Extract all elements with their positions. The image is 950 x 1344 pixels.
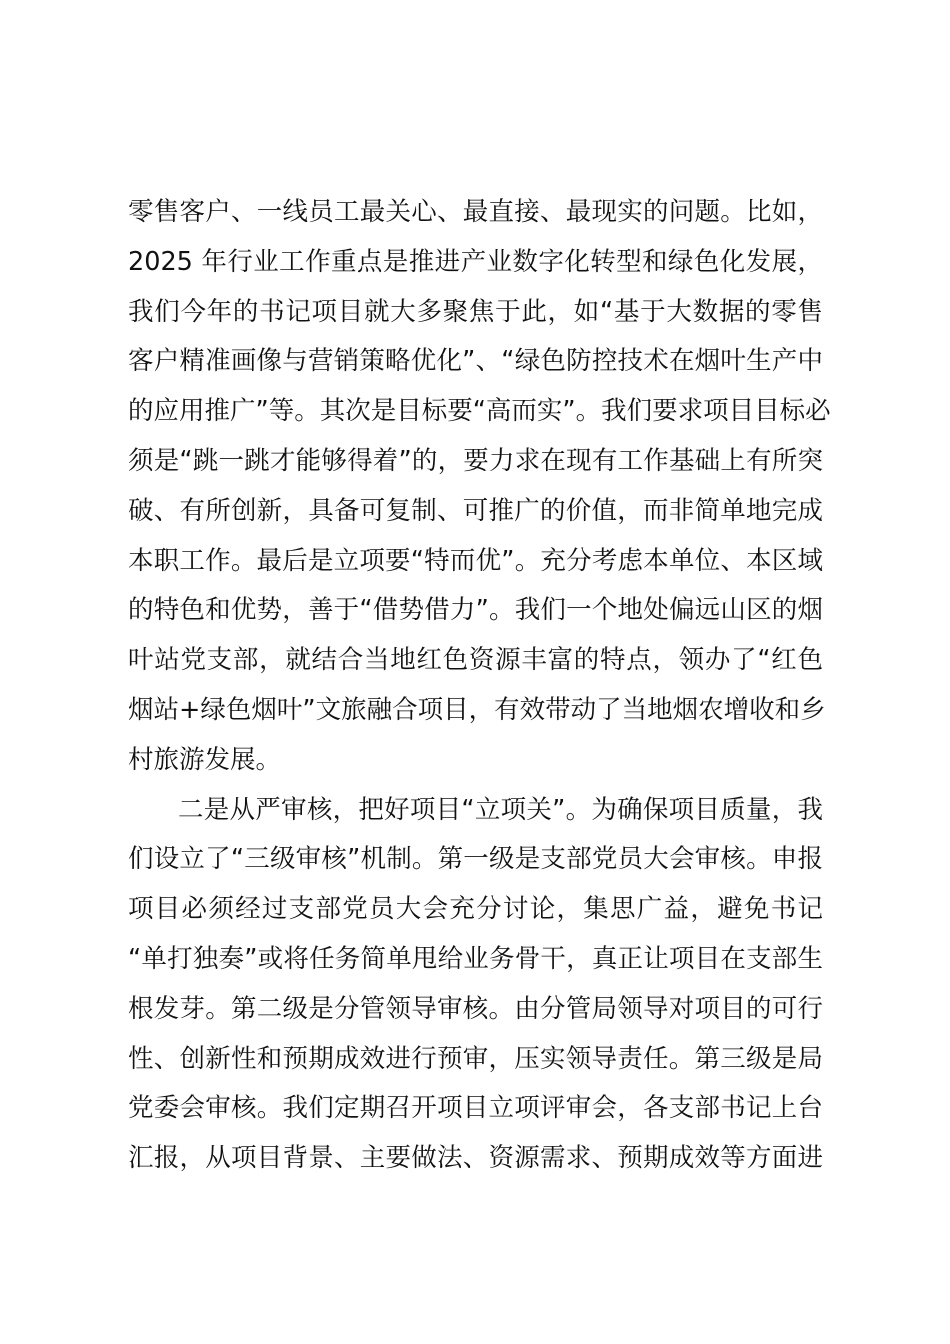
text-line: 汇报，从项目背景、主要做法、资源需求、预期成效等方面进 bbox=[128, 1143, 823, 1174]
paragraph-1 bbox=[128, 188, 831, 786]
text-line: 村旅游发展。 bbox=[128, 744, 282, 775]
text-line: 党委会审核。我们定期召开项目立项评审会，各支部书记上台 bbox=[128, 1093, 823, 1124]
text-line: 我们今年的书记项目就大多聚焦于此，如“基于大数据的零售 bbox=[128, 296, 823, 327]
text-line: 性、创新性和预期成效进行预审，压实领导责任。第三级是局 bbox=[128, 1043, 823, 1074]
text-line: “单打独奏”或将任务简单甩给业务骨干，真正让项目在支部生 bbox=[128, 943, 823, 974]
document-page bbox=[128, 188, 831, 1184]
text-line: 根发芽。第二级是分管领导审核。由分管局领导对项目的可行 bbox=[128, 993, 823, 1024]
text-line: 破、有所创新，具备可复制、可推广的价值，而非简单地完成 bbox=[128, 495, 823, 526]
text-line: 烟站+绿色烟叶”文旅融合项目，有效带动了当地烟农增收和乡 bbox=[128, 694, 826, 725]
text-line: 叶站党支部，就结合当地红色资源丰富的特点，领办了“红色 bbox=[128, 645, 823, 676]
text-line: 二是从严审核，把好项目“立项关”。为确保项目质量，我 bbox=[178, 794, 823, 825]
text-line: 客户精准画像与营销策略优化”、“绿色防控技术在烟叶生产中 bbox=[128, 346, 823, 377]
text-line: 的特色和优势，善于“借势借力”。我们一个地处偏远山区的烟 bbox=[128, 595, 823, 626]
text-line: 2025 年行业工作重点是推进产业数字化转型和绿色化发展， bbox=[128, 246, 823, 277]
text-line: 项目必须经过支部党员大会充分讨论，集思广益，避免书记 bbox=[128, 894, 823, 925]
text-line: 的应用推广”等。其次是目标要“高而实”。我们要求项目目标必 bbox=[128, 396, 831, 427]
text-line: 本职工作。最后是立项要“特而优”。充分考虑本单位、本区域 bbox=[128, 545, 823, 576]
text-line: 须是“跳一跳才能够得着”的，要力求在现有工作基础上有所突 bbox=[128, 445, 823, 476]
text-line: 零售客户、一线员工最关心、最直接、最现实的问题。比如， bbox=[128, 197, 823, 227]
paragraph-2 bbox=[128, 786, 823, 1184]
text-line: 们设立了“三级审核”机制。第一级是支部党员大会审核。申报 bbox=[128, 844, 823, 875]
